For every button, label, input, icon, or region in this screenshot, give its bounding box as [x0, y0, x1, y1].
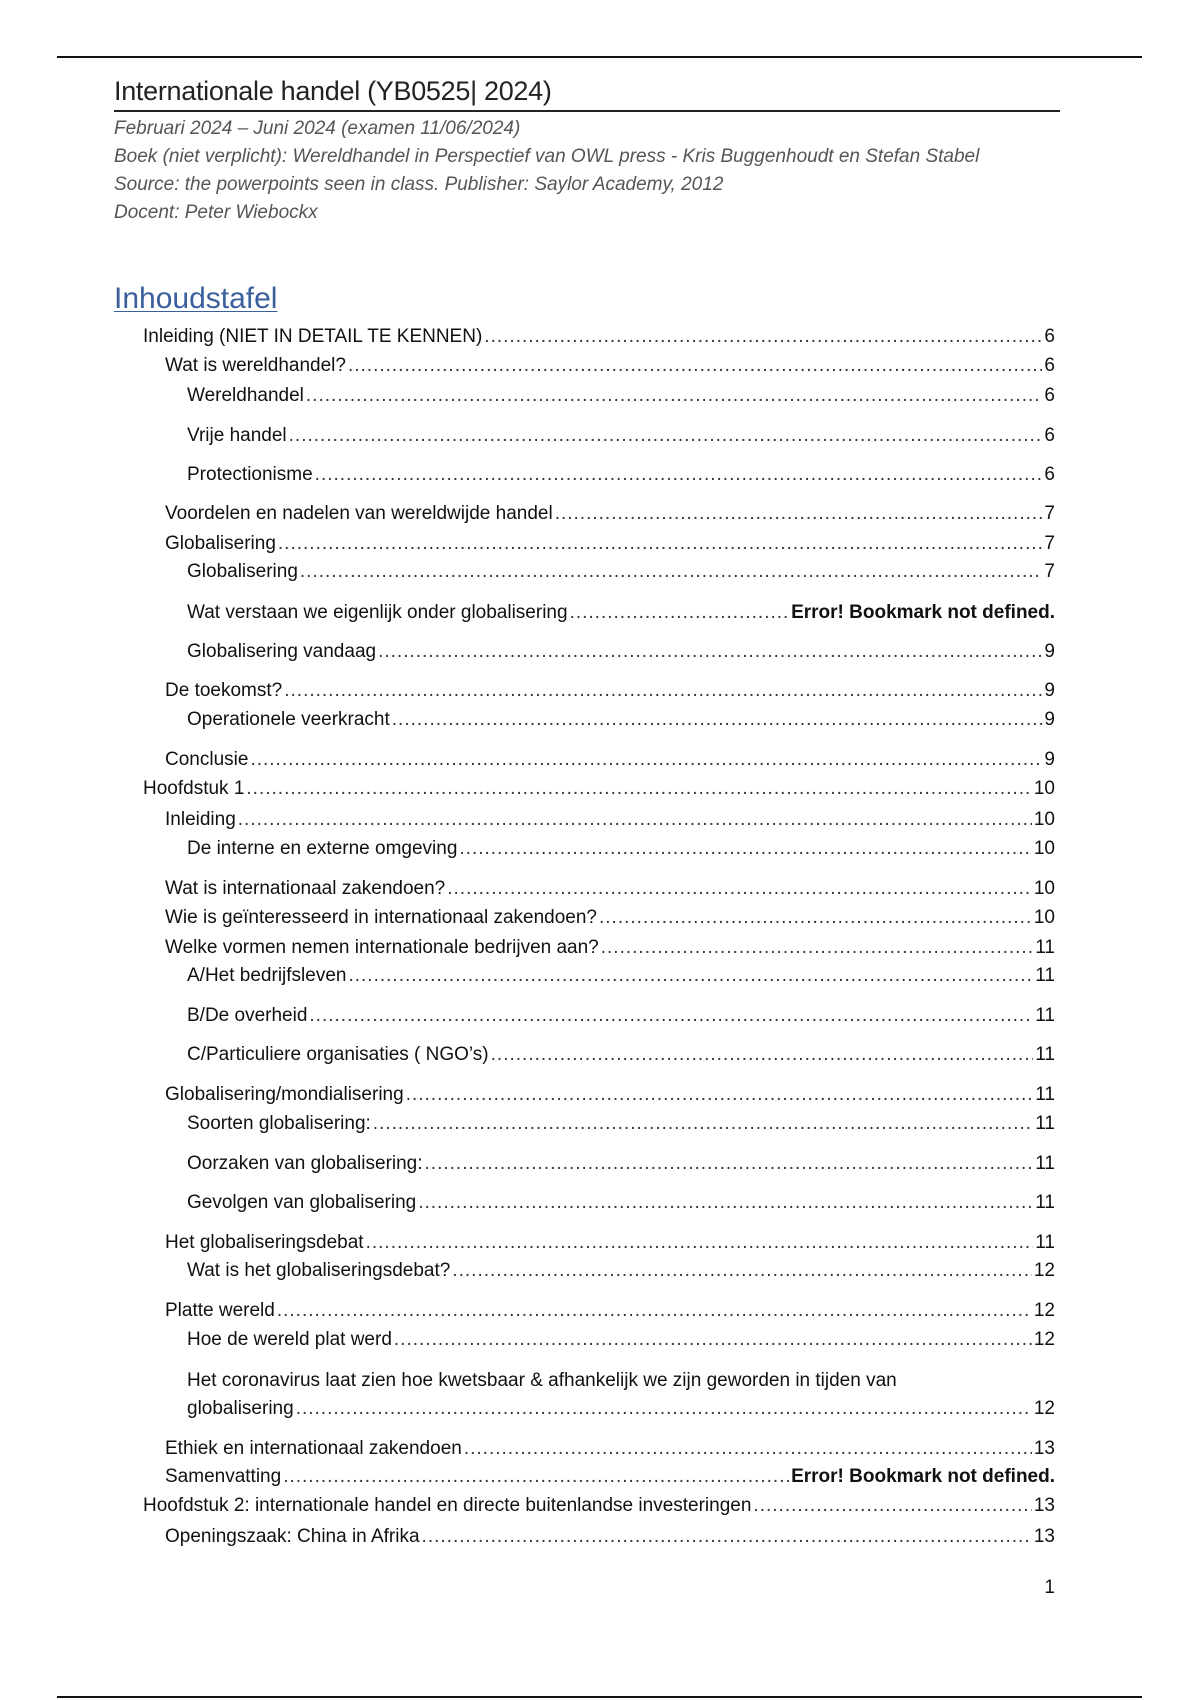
page-number: 1 — [1044, 1577, 1055, 1598]
toc-entry[interactable]: Wereldhandel ..... 6 — [187, 384, 1055, 408]
toc-entry[interactable]: Wat verstaan we eigenlijk onder globalisering ..... Error! Bookmark not defined. — [187, 601, 1055, 625]
toc-entry[interactable]: Wat is internationaal zakendoen? ..... 10 — [165, 877, 1055, 901]
toc-entry[interactable]: Hoofdstuk 2: internationale handel en directe buitenlandse investeringen ..... 13 — [143, 1494, 1055, 1518]
toc-entry[interactable]: Operationele veerkracht ..... 9 — [187, 708, 1055, 732]
toc-entry[interactable]: A/Het bedrijfsleven ..... 11 — [187, 964, 1055, 988]
toc-entry[interactable]: Globalisering vandaag ..... 9 — [187, 640, 1055, 664]
toc-entry[interactable]: Hoe de wereld plat werd ..... 12 — [187, 1328, 1055, 1352]
toc-entry[interactable]: Platte wereld ..... 12 — [165, 1299, 1055, 1323]
toc-entry[interactable]: Wat is het globaliseringsdebat? ..... 12 — [187, 1259, 1055, 1283]
toc-entry[interactable]: Protectionisme ..... 6 — [187, 463, 1055, 487]
toc-entry[interactable]: Samenvatting ..... Error! Bookmark not defined. — [165, 1465, 1055, 1489]
toc-entry[interactable]: B/De overheid ..... 11 — [187, 1004, 1055, 1028]
toc-entry[interactable]: Ethiek en internationaal zakendoen ..... 13 — [165, 1437, 1055, 1461]
teacher-line: Docent: Peter Wiebockx — [114, 202, 318, 223]
toc-entry[interactable]: Vrije handel ..... 6 — [187, 424, 1055, 448]
toc-entry[interactable]: C/Particuliere organisaties ( NGO’s) ..... 11 — [187, 1043, 1055, 1067]
toc-entry[interactable]: Voordelen en nadelen van wereldwijde handel ..... 7 — [165, 502, 1055, 526]
footer-rule — [57, 1696, 1142, 1698]
toc-entry[interactable]: Het globaliseringsdebat ..... 11 — [165, 1231, 1055, 1255]
toc-entry[interactable]: Wie is geïnteresseerd in internationaal zakendoen? ..... 10 — [165, 906, 1055, 930]
document-title: Internationale handel (YB0525| 2024) — [114, 74, 1060, 112]
toc-entry[interactable]: Hoofdstuk 1 ..... 10 — [143, 777, 1055, 801]
toc-entry[interactable]: Wat is wereldhandel? ..... 6 — [165, 354, 1055, 378]
toc-entry[interactable]: Soorten globalisering: ..... 11 — [187, 1112, 1055, 1136]
book-line: Boek (niet verplicht): Wereldhandel in Perspectief van OWL press - Kris Buggenhoudt en Stefan Stabel — [114, 146, 980, 167]
toc-entry-wrapped-line[interactable]: Het coronavirus laat zien hoe kwetsbaar & afhankelijk we zijn geworden in tijden van — [187, 1370, 897, 1391]
toc-entry[interactable]: Inleiding ..... 10 — [165, 808, 1055, 832]
source-line: Source: the powerpoints seen in class. Publisher: Saylor Academy, 2012 — [114, 174, 724, 195]
toc-entry[interactable]: Oorzaken van globalisering: ..... 11 — [187, 1152, 1055, 1176]
toc-entry[interactable]: De toekomst? ..... 9 — [165, 679, 1055, 703]
toc-entry[interactable]: Welke vormen nemen internationale bedrijven aan? ..... 11 — [165, 936, 1055, 960]
toc-entry[interactable]: Openingszaak: China in Afrika ..... 13 — [165, 1525, 1055, 1549]
toc-heading[interactable]: Inhoudstafel — [114, 282, 278, 315]
toc-entry[interactable]: Globalisering ..... 7 — [165, 532, 1055, 556]
toc-entry[interactable]: globalisering ..... 12 — [187, 1397, 1055, 1421]
toc-entry[interactable]: Globalisering/mondialisering ..... 11 — [165, 1083, 1055, 1107]
toc-entry[interactable]: Conclusie ..... 9 — [165, 748, 1055, 772]
toc-entry[interactable]: Inleiding (NIET IN DETAIL TE KENNEN) ..... 6 — [143, 325, 1055, 349]
period-line: Februari 2024 – Juni 2024 (examen 11/06/2024) — [114, 118, 521, 139]
toc-entry[interactable]: Gevolgen van globalisering ..... 11 — [187, 1191, 1055, 1215]
toc-entry[interactable]: Globalisering ..... 7 — [187, 560, 1055, 584]
toc-entry[interactable]: De interne en externe omgeving ..... 10 — [187, 837, 1055, 861]
